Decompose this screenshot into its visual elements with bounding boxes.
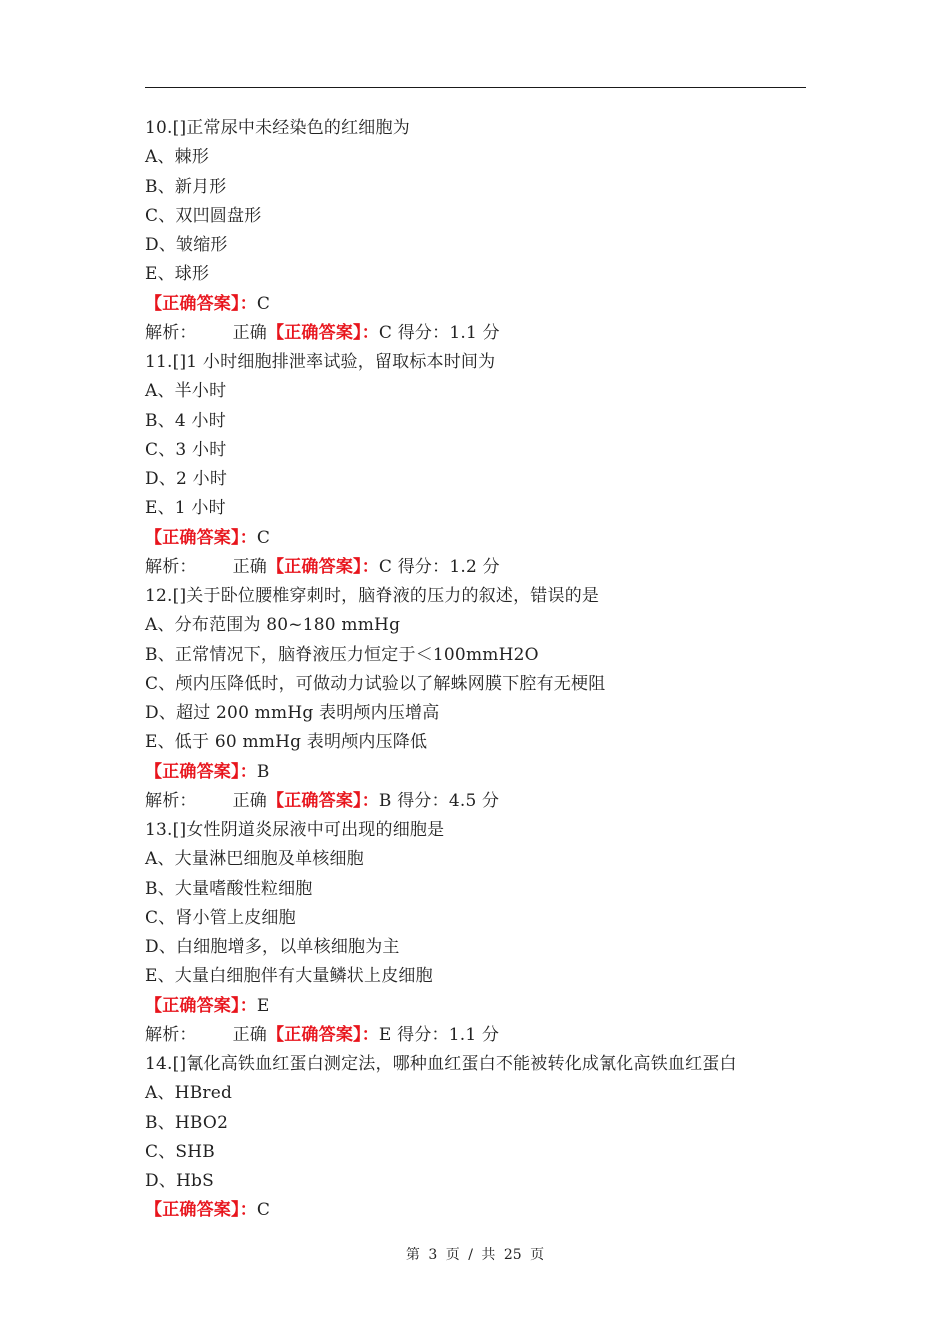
analysis-line <box>145 1021 825 1050</box>
analysis-score: B 得分：4.5 分 <box>378 790 500 811</box>
analysis-answer-sep: ： <box>361 1024 379 1045</box>
option-a: A、半小时 <box>145 381 227 402</box>
option-c: C、3 小时 <box>145 439 227 460</box>
question-list <box>145 114 825 1226</box>
option-c: C、双凹圆盘形 <box>145 205 262 226</box>
question-stem: 14.[]氰化高铁血红蛋白测定法，哪种血红蛋白不能被转化成氰化高铁血红蛋白 <box>145 1054 737 1074</box>
analysis-answer-sep: ： <box>361 322 379 343</box>
correct-answer-value: C <box>256 1200 271 1221</box>
analysis-score: E 得分：1.1 分 <box>378 1024 500 1045</box>
footer-prefix: 第 <box>405 1247 420 1263</box>
correct-answer-line <box>145 992 825 1021</box>
analysis-score: C 得分：1.2 分 <box>378 556 500 577</box>
option-a: A、大量淋巴细胞及单核细胞 <box>145 849 364 870</box>
correct-answer-sep: ： <box>239 761 257 782</box>
option-d: D、超过 200 mmHg 表明颅内压增高 <box>145 703 440 723</box>
option-c: C、肾小管上皮细胞 <box>145 907 296 928</box>
correct-answer-value: E <box>256 995 270 1016</box>
correct-answer-label: 【正确答案】 <box>145 293 240 314</box>
correct-answer-sep: ： <box>239 293 257 314</box>
analysis-label: 解析： <box>145 322 197 343</box>
option-b: B、4 小时 <box>145 410 226 431</box>
correct-answer-line <box>145 290 825 319</box>
correct-answer-value: C <box>256 293 271 314</box>
header-rule <box>145 87 806 88</box>
correct-answer-line <box>145 1196 825 1225</box>
analysis-answer-label: 【正确答案】 <box>267 322 362 343</box>
analysis-label: 解析： <box>145 556 197 577</box>
correct-answer-value: C <box>256 527 271 548</box>
option-d: D、皱缩形 <box>145 235 228 255</box>
analysis-answer-sep: ： <box>361 790 379 811</box>
question-stem: 10.[]正常尿中未经染色的红细胞为 <box>145 118 410 138</box>
analysis-status: 正确 <box>232 790 268 811</box>
option-e: E、球形 <box>145 264 210 285</box>
footer-slash: / <box>468 1247 473 1263</box>
option-b: B、HBO2 <box>145 1112 229 1133</box>
option-d: D、2 小时 <box>145 469 228 489</box>
analysis-answer-label: 【正确答案】 <box>267 790 362 811</box>
analysis-answer-label: 【正确答案】 <box>267 556 362 577</box>
option-e: E、低于 60 mmHg 表明颅内压降低 <box>145 732 428 753</box>
correct-answer-label: 【正确答案】 <box>145 527 240 548</box>
analysis-status: 正确 <box>232 556 268 577</box>
analysis-label: 解析： <box>145 1024 197 1045</box>
option-b: B、大量嗜酸性粒细胞 <box>145 878 313 899</box>
analysis-label: 解析： <box>145 790 197 811</box>
option-b: B、正常情况下，脑脊液压力恒定于＜100mmH2O <box>145 644 539 665</box>
correct-answer-label: 【正确答案】 <box>145 1200 240 1221</box>
analysis-answer-sep: ： <box>361 556 379 577</box>
page-footer <box>0 1244 950 1264</box>
option-b: B、新月形 <box>145 176 227 197</box>
analysis-line <box>145 787 825 816</box>
analysis-line <box>145 553 825 582</box>
option-c: C、SHB <box>145 1141 215 1162</box>
question-stem: 11.[]1 小时细胞排泄率试验，留取标本时间为 <box>145 352 496 372</box>
option-c: C、颅内压降低时，可做动力试验以了解蛛网膜下腔有无梗阻 <box>145 673 606 694</box>
correct-answer-value: B <box>256 761 270 782</box>
option-e: E、1 小时 <box>145 498 226 519</box>
analysis-status: 正确 <box>232 322 268 343</box>
footer-total-prefix: 共 <box>481 1247 496 1263</box>
correct-answer-line <box>145 524 825 553</box>
analysis-answer-label: 【正确答案】 <box>267 1024 362 1045</box>
correct-answer-label: 【正确答案】 <box>145 761 240 782</box>
option-a: A、HBred <box>145 1083 233 1104</box>
correct-answer-sep: ： <box>239 995 257 1016</box>
option-e: E、大量白细胞伴有大量鳞状上皮细胞 <box>145 966 433 987</box>
footer-page-word: 页 <box>445 1247 460 1263</box>
correct-answer-sep: ： <box>239 527 257 548</box>
option-a: A、棘形 <box>145 147 210 168</box>
footer-total-pages: 25 <box>503 1247 522 1263</box>
correct-answer-sep: ： <box>239 1200 257 1221</box>
option-a: A、分布范围为 80~180 mmHg <box>145 615 401 636</box>
footer-total-suffix: 页 <box>530 1247 545 1263</box>
question-stem: 13.[]女性阴道炎尿液中可出现的细胞是 <box>145 820 445 840</box>
option-d: D、白细胞增多，以单核细胞为主 <box>145 937 400 957</box>
analysis-line <box>145 319 825 348</box>
analysis-status: 正确 <box>232 1024 268 1045</box>
correct-answer-line <box>145 758 825 787</box>
analysis-score: C 得分：1.1 分 <box>378 322 500 343</box>
option-d: D、HbS <box>145 1171 214 1191</box>
correct-answer-label: 【正确答案】 <box>145 995 240 1016</box>
question-stem: 12.[]关于卧位腰椎穿刺时，脑脊液的压力的叙述，错误的是 <box>145 586 600 606</box>
footer-current-page: 3 <box>428 1247 438 1263</box>
